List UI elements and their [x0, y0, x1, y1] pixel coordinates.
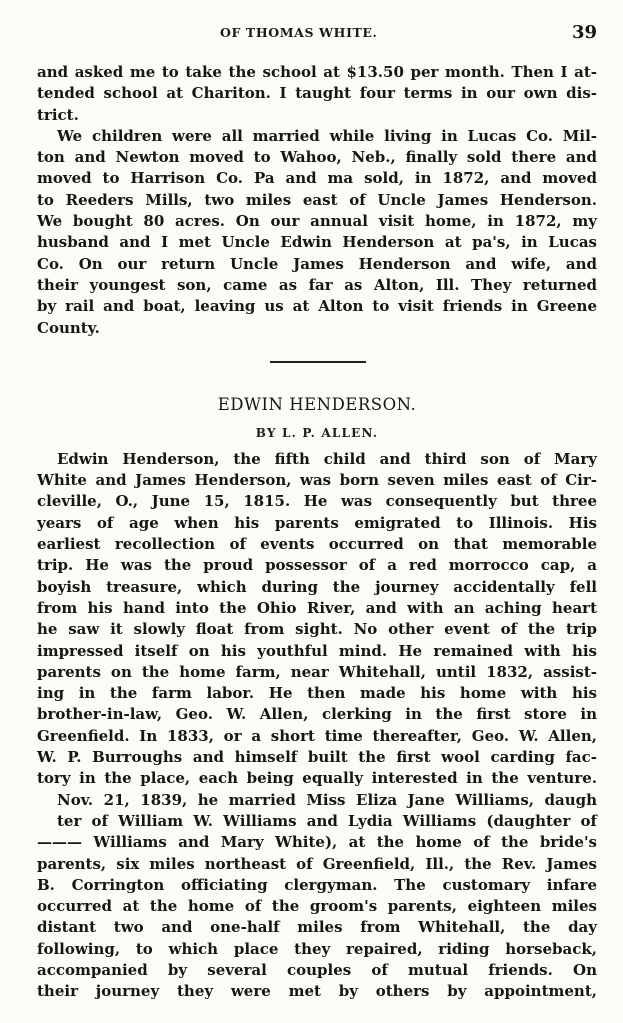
- text-line: tended school at Chariton. I taught four terms in our own dis-: [37, 84, 597, 103]
- text-line: ing in the farm labor. He then made his home with his: [37, 684, 597, 703]
- text-line: Co. On our return Uncle James Henderson and wife, and: [37, 254, 597, 273]
- text-line: occurred at the home of the groom's parents, eighteen miles: [37, 897, 597, 916]
- text-line: and asked me to take the school at $13.50 per month. Then I at-: [37, 63, 597, 81]
- text-line: trict.: [37, 105, 79, 124]
- page-header: [0, 22, 623, 44]
- text-line: parents, six miles northeast of Greenfield, Ill., the Rev. James: [37, 854, 597, 873]
- section-title: EDWIN HENDERSON.: [217, 394, 417, 414]
- page-body: [37, 62, 597, 1003]
- text-line: boyish treasure, which during the journey accidentally fell: [37, 577, 597, 596]
- text-line: ——— Williams and Mary White), at the home of the bride's: [37, 833, 597, 852]
- text-line: their youngest son, came as far as Alton, Ill. They returned: [37, 275, 597, 294]
- text-line: he saw it slowly float from sight. No other event of the trip: [37, 620, 597, 639]
- text-line: Nov. 21, 1839, he married Miss Eliza Jane Williams, daugh: [57, 790, 597, 809]
- text-line: accompanied by several couples of mutual friends. On: [37, 960, 597, 979]
- opening-paragraph: [37, 62, 597, 126]
- text-line: Greenfield. In 1833, or a short time thereafter, Geo. W. Allen,: [37, 726, 597, 745]
- text-line: County.: [37, 318, 100, 337]
- text-line: distant two and one-half miles from Whitehall, the day: [37, 918, 597, 937]
- text-line: brother-in-law, Geo. W. Allen, clerking in the first store in: [37, 705, 597, 724]
- text-line: tory in the place, each being equally interested in the venture.: [37, 769, 597, 788]
- text-line: parents on the home farm, near Whitehall, until 1832, assist-: [37, 662, 597, 681]
- section-divider: [270, 361, 366, 363]
- family-paragraph: [37, 126, 597, 339]
- text-line: from his hand into the Ohio River, and with an aching heart: [37, 598, 597, 617]
- text-line: following, to which place they repaired, riding horseback,: [37, 939, 597, 958]
- text-line: by rail and boat, leaving us at Alton to visit friends in Greene: [37, 297, 597, 316]
- text-line: years of age when his parents emigrated to Illinois. His: [37, 513, 597, 532]
- author-byline: BY L. P. ALLEN.: [255, 425, 379, 440]
- running-head: OF THOMAS WHITE.: [220, 25, 378, 40]
- text-line: to Reeders Mills, two miles east of Uncle James Henderson.: [37, 190, 597, 209]
- text-line: We bought 80 acres. On our annual visit home, in 1872, my: [37, 212, 597, 231]
- text-line: We children were all married while living in Lucas Co. Mil-: [57, 126, 597, 145]
- text-line: their journey they were met by others by appointment,: [37, 982, 597, 1001]
- text-line: White and James Henderson, was born seven miles east of Cir-: [37, 471, 597, 490]
- text-line: ton and Newton moved to Wahoo, Neb., finally sold there and: [37, 148, 597, 167]
- text-line: W. P. Burroughs and himself built the first wool carding fac-: [37, 748, 597, 767]
- text-line: ter of William W. Williams and Lydia Williams (daughter of: [57, 811, 597, 830]
- text-line: Edwin Henderson, the fifth child and third son of Mary: [57, 449, 597, 468]
- text-line: moved to Harrison Co. Pa and ma sold, in 1872, and moved: [37, 169, 597, 188]
- marriage-paragraph: [37, 790, 597, 1003]
- text-line: impressed itself on his youthful mind. He remained with his: [37, 641, 597, 660]
- biography-paragraph: [37, 449, 597, 790]
- text-line: B. Corrington officiating clergyman. The customary infare: [37, 875, 597, 894]
- text-line: cleville, O., June 15, 1815. He was consequently but three: [37, 492, 597, 511]
- text-line: trip. He was the proud possessor of a red morrocco cap, a: [37, 556, 597, 575]
- text-line: husband and I met Uncle Edwin Henderson at pa's, in Lucas: [37, 233, 597, 252]
- page-number: 39: [571, 22, 597, 43]
- text-line: earliest recollection of events occurred on that memorable: [37, 535, 597, 554]
